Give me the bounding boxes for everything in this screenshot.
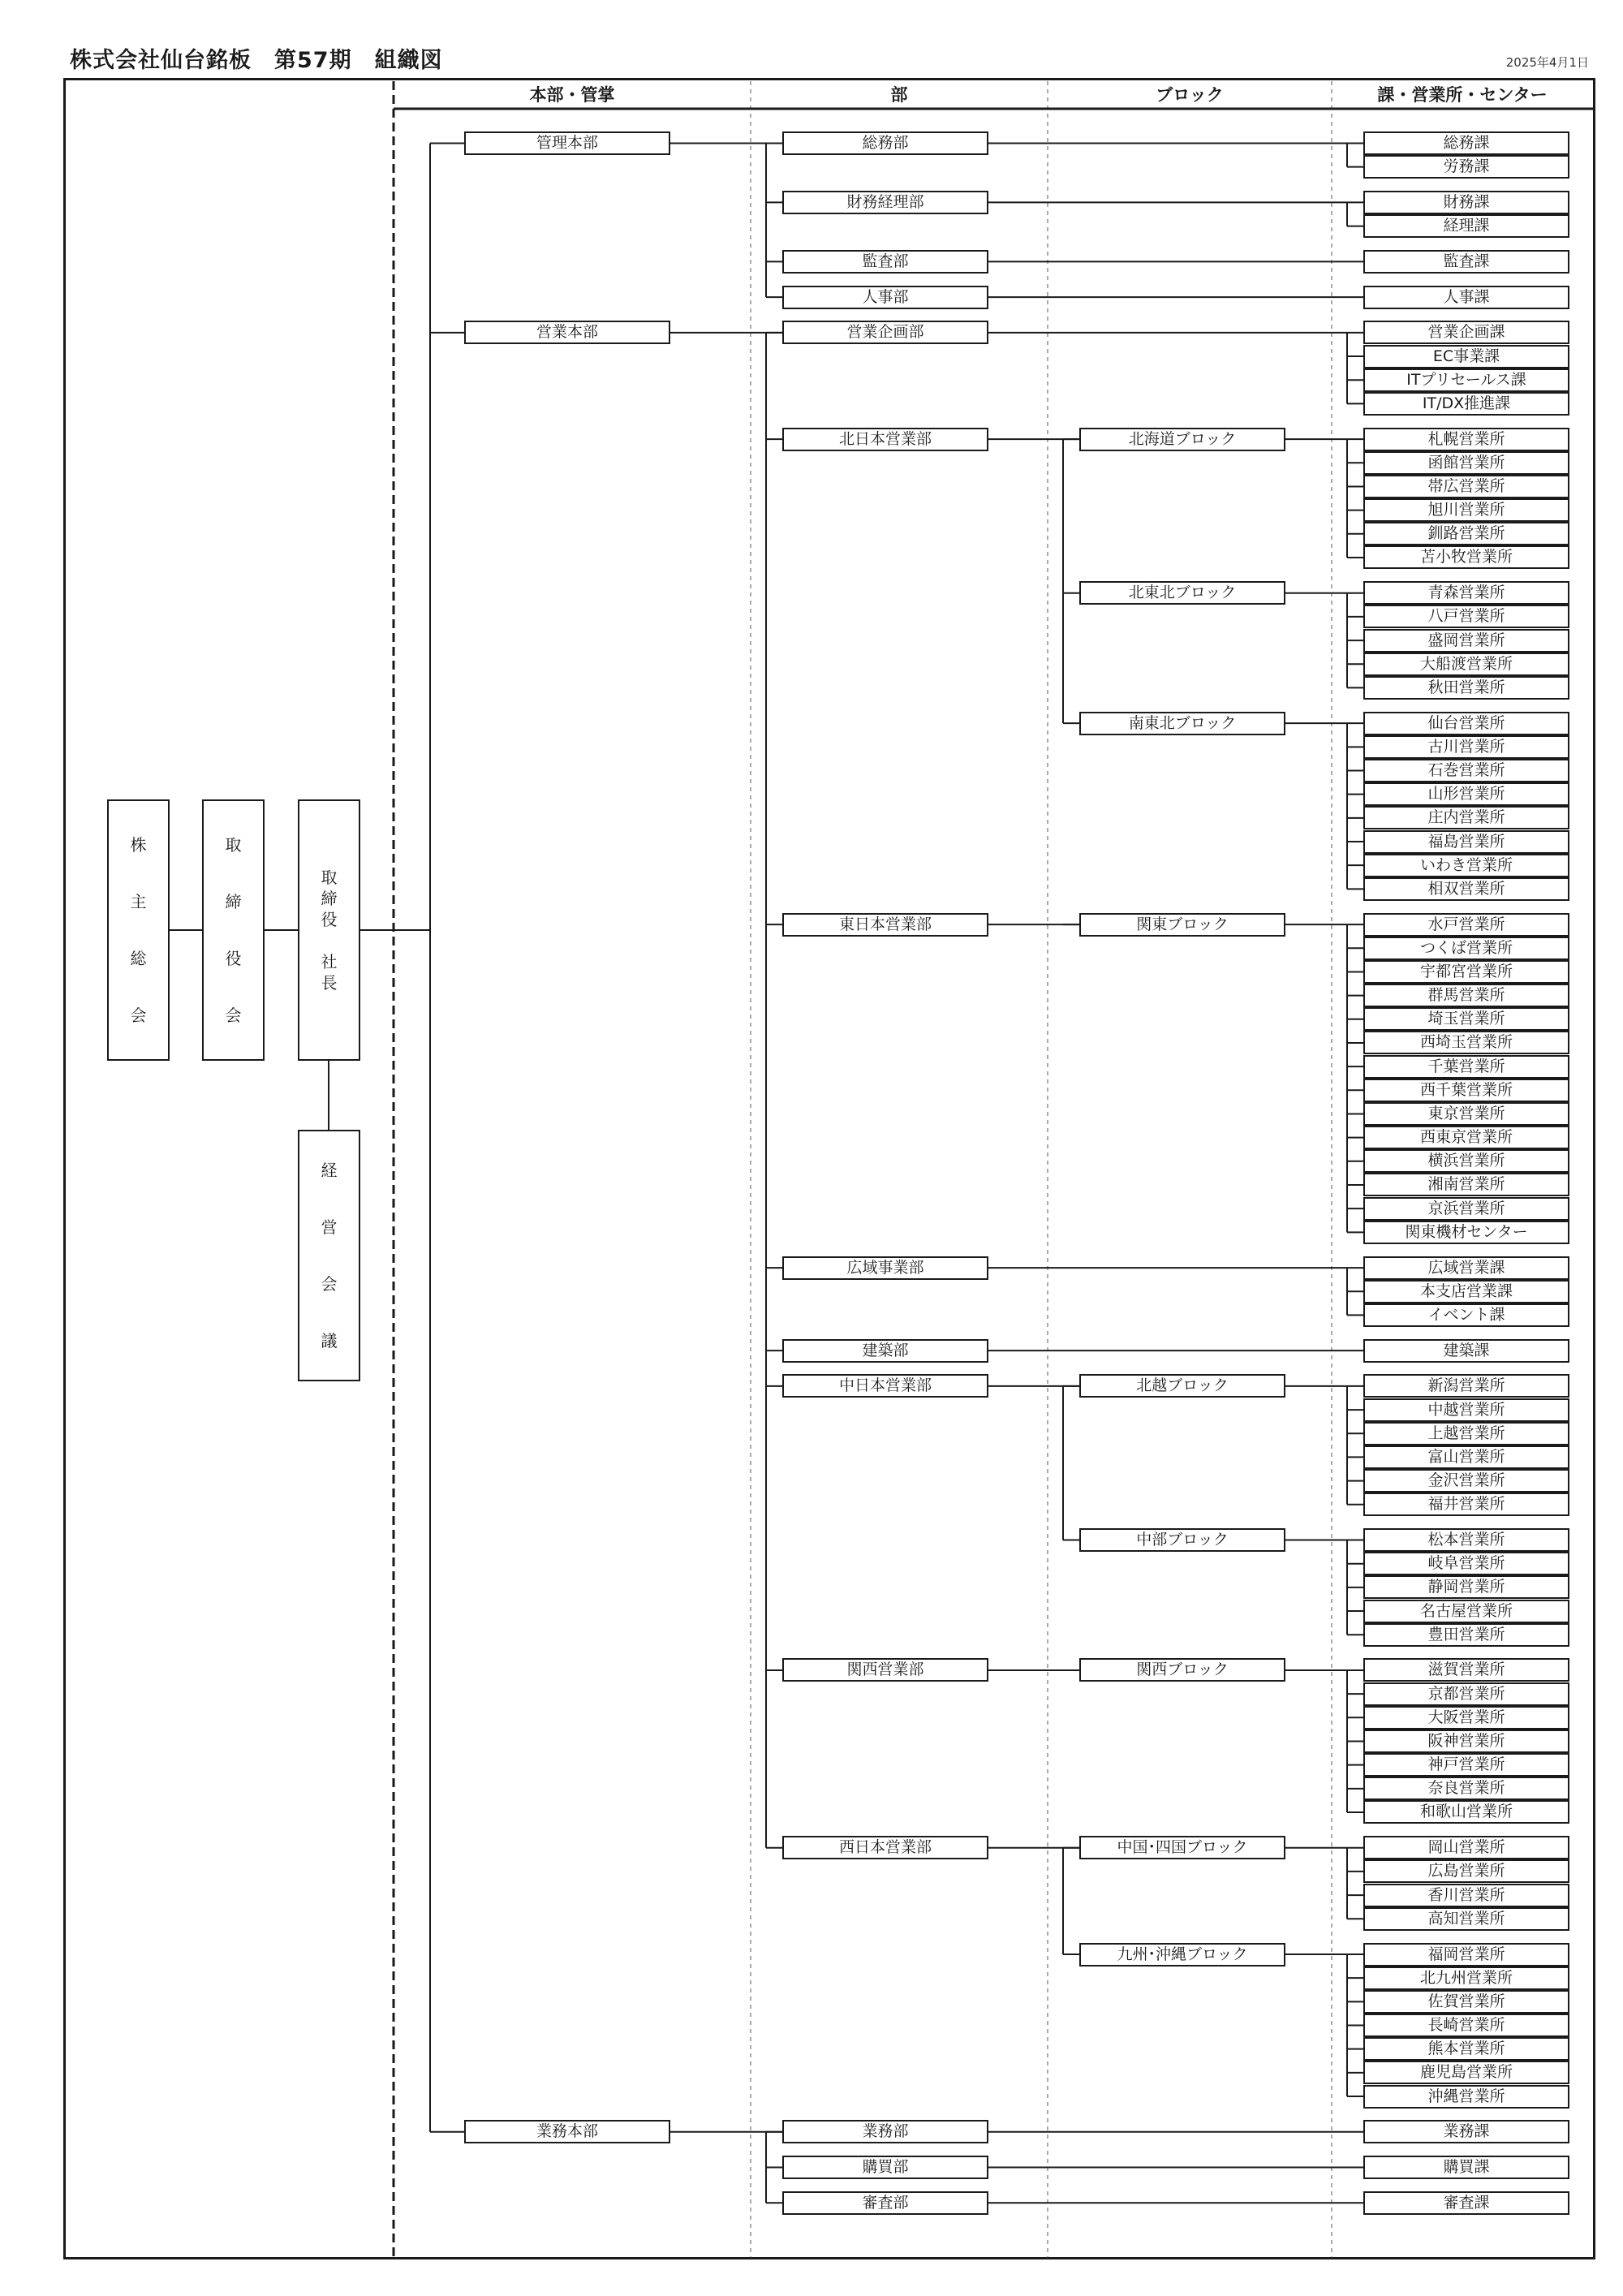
unit-box: 仙台営業所 [1363, 712, 1569, 735]
vertical-text-char: 主 [130, 892, 147, 911]
unit-box: 秋田営業所 [1363, 676, 1569, 700]
department-box: 購買部 [782, 2156, 988, 2179]
unit-box: 古川営業所 [1363, 735, 1569, 759]
unit-box: 上越営業所 [1363, 1422, 1569, 1445]
vertical-text-char: 議 [321, 1331, 338, 1350]
block-box: 中国･四国ブロック [1079, 1836, 1285, 1859]
vertical-text-char: 会 [225, 1006, 242, 1025]
unit-box: EC事業課 [1363, 345, 1569, 368]
unit-box: 湘南営業所 [1363, 1173, 1569, 1196]
department-box: 建築部 [782, 1339, 988, 1363]
unit-box: 福島営業所 [1363, 830, 1569, 854]
unit-box: 広域営業課 [1363, 1256, 1569, 1280]
block-box: 関西ブロック [1079, 1658, 1285, 1682]
unit-box: 大船渡営業所 [1363, 653, 1569, 676]
vertical-text-char: 営 [321, 1217, 338, 1237]
department-box: 西日本営業部 [782, 1836, 988, 1859]
block-box: 北越ブロック [1079, 1374, 1285, 1398]
department-box: 東日本営業部 [782, 913, 988, 937]
department-box: 中日本営業部 [782, 1374, 988, 1398]
unit-box: 佐賀営業所 [1363, 1990, 1569, 2014]
division-box: 業務本部 [464, 2120, 670, 2143]
unit-box: 山形営業所 [1363, 782, 1569, 806]
shareholders-meeting-box [107, 799, 170, 1061]
unit-box: 埼玉営業所 [1363, 1007, 1569, 1031]
block-box: 九州･沖縄ブロック [1079, 1943, 1285, 1966]
vertical-text-char: 経 [321, 1161, 338, 1180]
unit-box: 大阪営業所 [1363, 1706, 1569, 1730]
unit-box: 京浜営業所 [1363, 1197, 1569, 1221]
block-box: 北東北ブロック [1079, 581, 1285, 605]
issue-date: 2025年4月1日 [1505, 55, 1589, 70]
department-box: 総務部 [782, 131, 988, 155]
unit-box: つくば営業所 [1363, 937, 1569, 960]
unit-box: 神戸営業所 [1363, 1753, 1569, 1777]
unit-box: 西千葉営業所 [1363, 1079, 1569, 1102]
unit-box: 財務課 [1363, 191, 1569, 214]
vertical-text-char: 会 [130, 1006, 147, 1025]
unit-box: 松本営業所 [1363, 1528, 1569, 1552]
unit-box: 福岡営業所 [1363, 1943, 1569, 1966]
unit-box: 和歌山営業所 [1363, 1800, 1569, 1824]
unit-box: 群馬営業所 [1363, 984, 1569, 1007]
unit-box: 業務課 [1363, 2120, 1569, 2143]
unit-box: 関東機材センター [1363, 1221, 1569, 1244]
vertical-text-char: 総 [130, 949, 147, 968]
vertical-text-char: 長 [321, 973, 338, 993]
department-box: 北日本営業部 [782, 428, 988, 451]
unit-box: 釧路営業所 [1363, 522, 1569, 545]
management-meeting-box [298, 1130, 360, 1381]
unit-box: 宇都宮営業所 [1363, 960, 1569, 984]
page-title: 株式会社仙台銘板 第57期 組織図 [70, 48, 443, 73]
unit-box: 富山営業所 [1363, 1445, 1569, 1469]
vertical-text-char: 役 [225, 949, 242, 968]
unit-box: 苫小牧営業所 [1363, 545, 1569, 569]
unit-box: 西埼玉営業所 [1363, 1031, 1569, 1054]
unit-box: 香川営業所 [1363, 1884, 1569, 1907]
unit-box: 北九州営業所 [1363, 1966, 1569, 1990]
unit-box: 相双営業所 [1363, 877, 1569, 901]
unit-box: 京都営業所 [1363, 1682, 1569, 1706]
column-header-department: 部 [890, 85, 908, 105]
unit-box: 総務課 [1363, 131, 1569, 155]
block-box: 南東北ブロック [1079, 712, 1285, 735]
unit-box: 函館営業所 [1363, 451, 1569, 475]
unit-box: 石巻営業所 [1363, 759, 1569, 782]
vertical-text-char: 取 [225, 835, 242, 855]
unit-box: 広島営業所 [1363, 1859, 1569, 1883]
unit-box: 鹿児島営業所 [1363, 2061, 1569, 2084]
unit-box: 福井営業所 [1363, 1493, 1569, 1516]
unit-box: 審査課 [1363, 2191, 1569, 2215]
department-box: 財務経理部 [782, 191, 988, 214]
unit-box: 高知営業所 [1363, 1907, 1569, 1931]
department-box: 関西営業部 [782, 1658, 988, 1682]
unit-box: 労務課 [1363, 155, 1569, 179]
unit-box: 庄内営業所 [1363, 806, 1569, 829]
president-box [298, 799, 360, 1061]
unit-box: 札幌営業所 [1363, 428, 1569, 451]
department-box: 営業企画部 [782, 321, 988, 344]
unit-box: 青森営業所 [1363, 581, 1569, 605]
unit-box: 岐阜営業所 [1363, 1552, 1569, 1575]
vertical-text-char: 締 [225, 892, 242, 911]
unit-box: 人事課 [1363, 286, 1569, 309]
block-box: 中部ブロック [1079, 1528, 1285, 1552]
unit-box: 滋賀営業所 [1363, 1658, 1569, 1682]
unit-box: 東京営業所 [1363, 1102, 1569, 1126]
column-header-block: ブロック [1156, 85, 1224, 105]
unit-box: 旭川営業所 [1363, 498, 1569, 522]
unit-box: 熊本営業所 [1363, 2037, 1569, 2061]
division-box: 営業本部 [464, 321, 670, 344]
unit-box: 静岡営業所 [1363, 1575, 1569, 1599]
unit-box: 西東京営業所 [1363, 1126, 1569, 1149]
department-box: 広域事業部 [782, 1256, 988, 1280]
unit-box: 岡山営業所 [1363, 1836, 1569, 1859]
unit-box: 本支店営業課 [1363, 1280, 1569, 1303]
department-box: 業務部 [782, 2120, 988, 2143]
block-box: 関東ブロック [1079, 913, 1285, 937]
unit-box: 監査課 [1363, 250, 1569, 274]
unit-box: ITプリセールス課 [1363, 368, 1569, 392]
board-of-directors-box [202, 799, 265, 1061]
unit-box: 八戸営業所 [1363, 605, 1569, 628]
unit-box: 盛岡営業所 [1363, 629, 1569, 653]
unit-box: 営業企画課 [1363, 321, 1569, 344]
vertical-text-char: 会 [321, 1274, 338, 1294]
vertical-text-char: 役 [321, 910, 338, 929]
department-box: 監査部 [782, 250, 988, 274]
unit-box: 帯広営業所 [1363, 475, 1569, 498]
unit-box: 中越営業所 [1363, 1398, 1569, 1422]
unit-box: 横浜営業所 [1363, 1149, 1569, 1173]
department-box: 人事部 [782, 286, 988, 309]
vertical-text-char: 株 [130, 835, 147, 855]
department-box: 審査部 [782, 2191, 988, 2215]
unit-box: 金沢営業所 [1363, 1469, 1569, 1493]
unit-box: 長崎営業所 [1363, 2014, 1569, 2037]
vertical-text-char: 締 [321, 889, 338, 908]
division-box: 管理本部 [464, 131, 670, 155]
unit-box: いわき営業所 [1363, 854, 1569, 877]
unit-box: 水戸営業所 [1363, 913, 1569, 937]
unit-box: 奈良営業所 [1363, 1777, 1569, 1800]
unit-box: イベント課 [1363, 1303, 1569, 1327]
unit-box: 沖縄営業所 [1363, 2085, 1569, 2109]
column-header-unit: 課・営業所・センター [1377, 85, 1548, 105]
unit-box: 名古屋営業所 [1363, 1600, 1569, 1623]
unit-box: 経理課 [1363, 214, 1569, 238]
column-header-division: 本部・管掌 [529, 85, 615, 105]
block-box: 北海道ブロック [1079, 428, 1285, 451]
vertical-text-char: 社 [321, 952, 338, 971]
vertical-text-char: 取 [321, 868, 338, 887]
unit-box: 建築課 [1363, 1339, 1569, 1363]
unit-box: 千葉営業所 [1363, 1055, 1569, 1079]
unit-box: 新潟営業所 [1363, 1374, 1569, 1398]
unit-box: 購買課 [1363, 2156, 1569, 2179]
unit-box: 阪神営業所 [1363, 1730, 1569, 1753]
unit-box: 豊田営業所 [1363, 1623, 1569, 1647]
unit-box: IT/DX推進課 [1363, 392, 1569, 416]
